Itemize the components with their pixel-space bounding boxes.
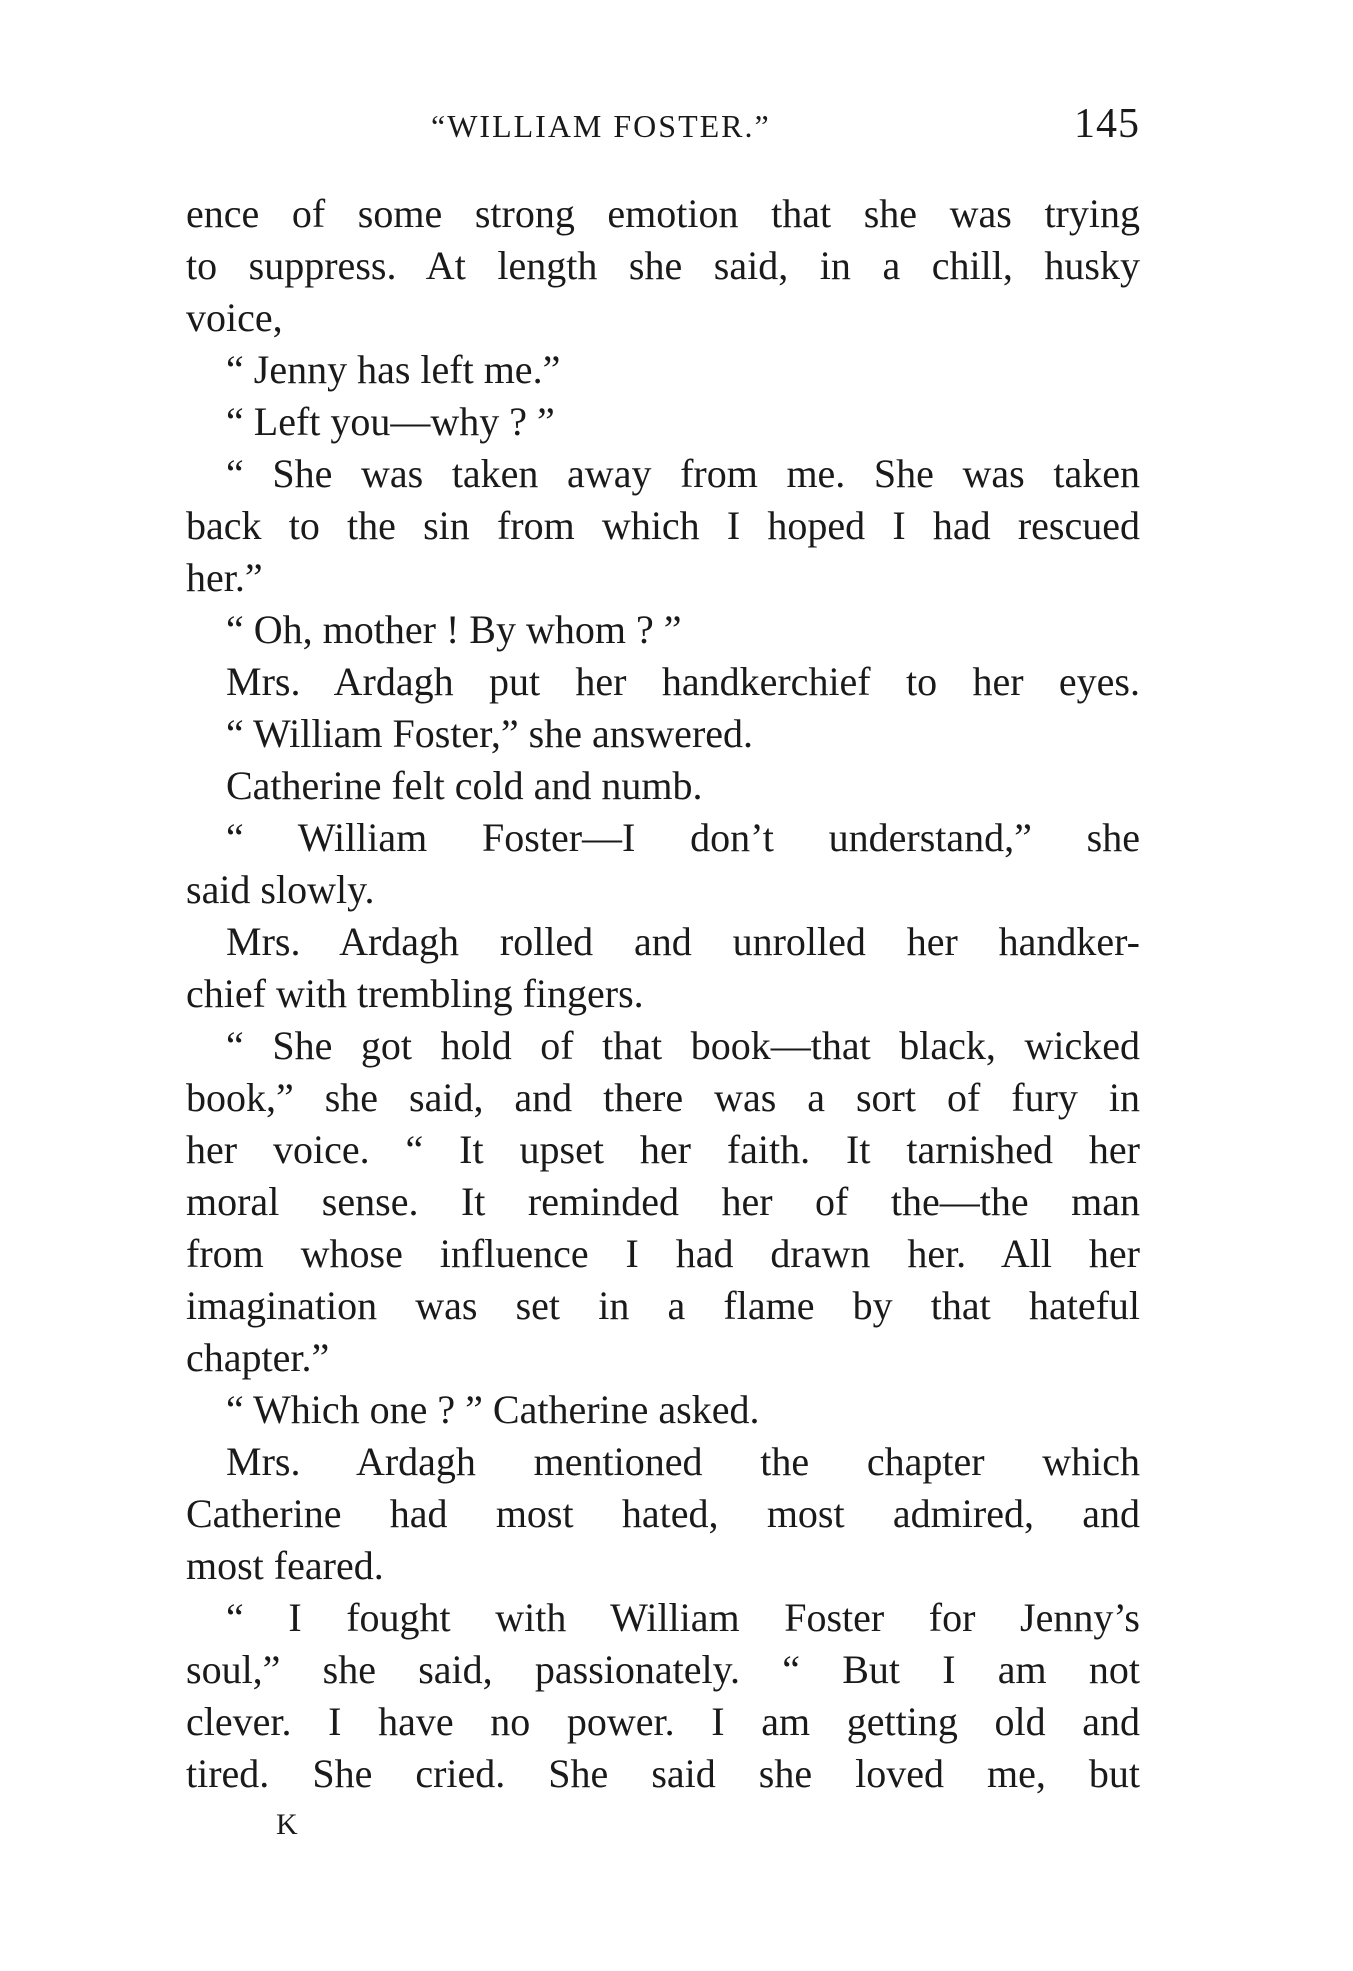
text-line: voice, xyxy=(186,295,283,340)
text-line: “ William Foster—I don’t understand,” she xyxy=(226,815,1140,860)
text-line: “ I fought with William Foster for Jenny’s xyxy=(226,1595,1140,1640)
text-line: Catherine felt cold and numb. xyxy=(226,763,703,808)
text-line: to suppress. At length she said, in a chill, husky xyxy=(186,243,1140,288)
text-line: book,” she said, and there was a sort of fury in xyxy=(186,1075,1140,1120)
text-line: “ Jenny has left me.” xyxy=(226,347,561,392)
text-line: Mrs. Ardagh mentioned the chapter which xyxy=(226,1439,1140,1484)
text-line: Mrs. Ardagh put her handkerchief to her eyes. xyxy=(226,659,1140,704)
text-line: chapter.” xyxy=(186,1335,330,1380)
text-line: imagination was set in a flame by that hateful xyxy=(186,1283,1140,1328)
text-line: “ Left you—why ? ” xyxy=(226,399,555,444)
text-line: “ She got hold of that book—that black, wicked xyxy=(226,1023,1140,1068)
text-line: said slowly. xyxy=(186,867,375,912)
text-line: Mrs. Ardagh rolled and unrolled her handker- xyxy=(226,919,1140,964)
text-line: back to the sin from which I hoped I had rescued xyxy=(186,503,1140,548)
text-line: “ Oh, mother ! By whom ? ” xyxy=(226,607,682,652)
text-line: clever. I have no power. I am getting old and xyxy=(186,1699,1140,1744)
running-title: “WILLIAM FOSTER.” xyxy=(431,108,771,144)
text-line: Catherine had most hated, most admired, and xyxy=(186,1491,1140,1536)
text-line: most feared. xyxy=(186,1543,384,1588)
text-line: ence of some strong emotion that she was trying xyxy=(186,191,1140,236)
text-line: “ Which one ? ” Catherine asked. xyxy=(226,1387,760,1432)
text-line: her voice. “ It upset her faith. It tarnished her xyxy=(186,1127,1140,1172)
running-head xyxy=(186,100,1140,160)
text-line: “ William Foster,” she answered. xyxy=(226,711,754,756)
text-line: “ She was taken away from me. She was taken xyxy=(226,451,1140,496)
text-line: tired. She cried. She said she loved me, but xyxy=(186,1751,1140,1796)
text-line: chief with trembling fingers. xyxy=(186,971,644,1016)
body-text xyxy=(186,188,1140,1800)
text-line: soul,” she said, passionately. “ But I am not xyxy=(186,1647,1140,1692)
text-line: her.” xyxy=(186,555,263,600)
page-number: 145 xyxy=(1074,101,1140,147)
signature-mark: K xyxy=(276,1808,298,1841)
text-line: moral sense. It reminded her of the—the man xyxy=(186,1179,1140,1224)
text-line: from whose influence I had drawn her. All her xyxy=(186,1231,1140,1276)
